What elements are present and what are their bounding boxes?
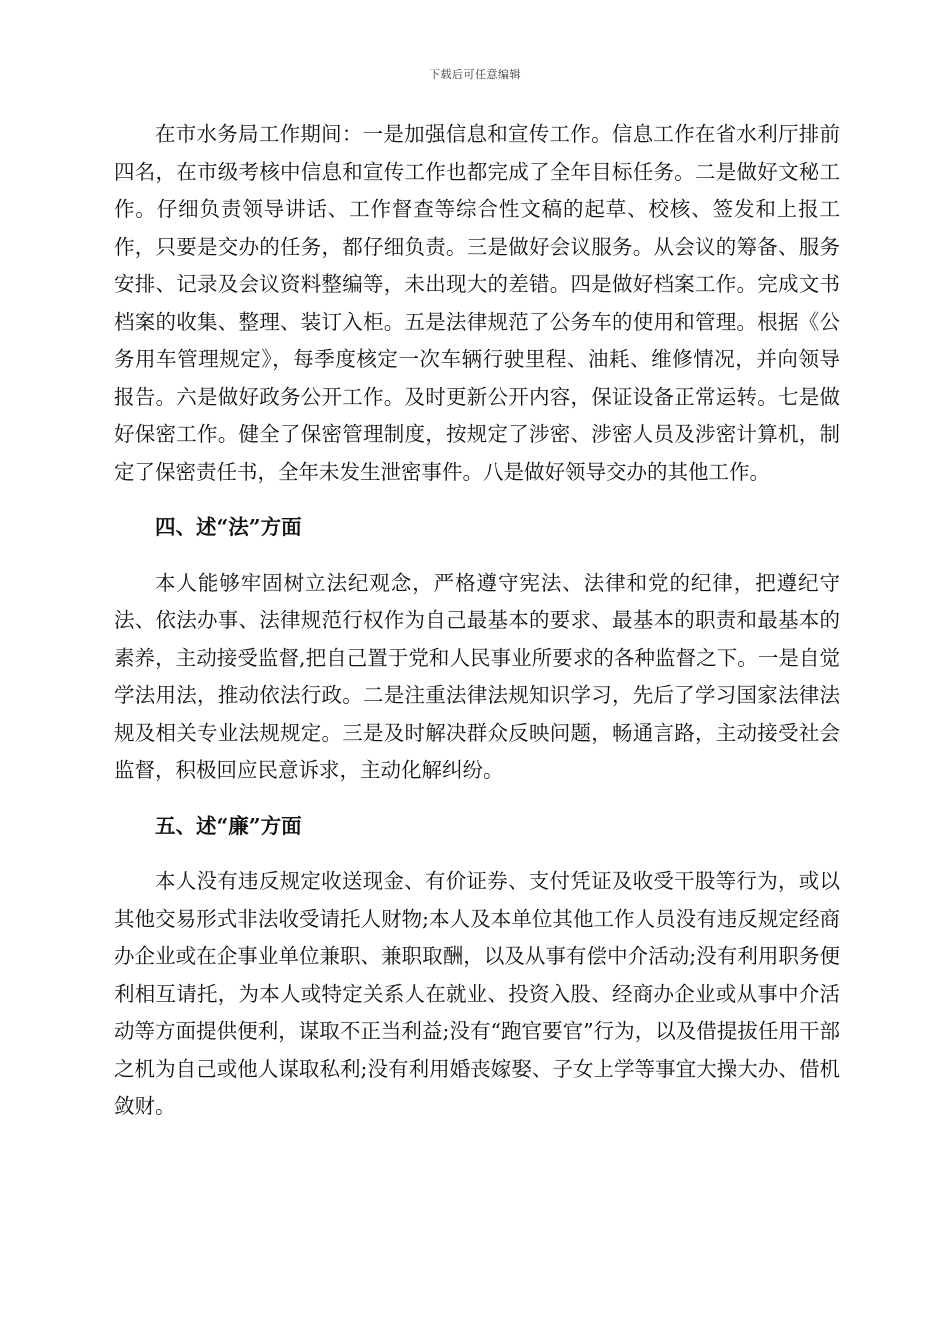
- paragraph-law: 本人能够牢固树立法纪观念，严格遵守宪法、法律和党的纪律，把遵纪守法、依法办事、法律规范行权作为自己最基本的要求、最基本的职责和最基本的素养，主动接受监督,把自己置于党和人民事业所要求的各种监督之下。一是自觉学法用法，推动依法行政。二是注重法律法规知识学习，先后了学习国家法律法规及相关专业法规规定。三是及时解决群众反映问题，畅通言路，主动接受社会监督，积极回应民意诉求，主动化解纠纷。: [114, 570, 840, 782]
- heading-law: 四、述“法”方面: [155, 515, 302, 539]
- paragraph-integrity: 本人没有违反规定收送现金、有价证券、支付凭证及收受干股等行为，或以其他交易形式非法收受请托人财物;本人及本单位其他工作人员没有违反规定经商办企业或在企事业单位兼职、兼职取酬，以及从事有偿中介活动;没有利用职务便利相互请托，为本人或特定关系人在就业、投资入股、经商办企业或从事中介活动等方面提供便利，谋取不正当利益;没有“跑官要官”行为，以及借提拔任用干部之机为自己或他人谋取私利;没有利用婚丧嫁娶、子女上学等事宜大操大办、借机敛财。: [114, 869, 840, 1118]
- paragraph-work-duties: 在市水务局工作期间：一是加强信息和宣传工作。信息工作在省水利厅排前四名，在市级考核中信息和宣传工作也都完成了全年目标任务。二是做好文秘工作。仔细负责领导讲话、工作督查等综合性文稿的起草、校核、签发和上报工作，只要是交办的任务，都仔细负责。三是做好会议服务。从会议的筹备、服务安排、记录及会议资料整编等，未出现大的差错。四是做好档案工作。完成文书档案的收集、整理、装订入柜。五是法律规范了公务车的使用和管理。根据《公务用车管理规定》，每季度核定一次车辆行驶里程、油耗、维修情况，并向领导报告。六是做好政务公开工作。及时更新公开内容，保证设备正常运转。七是做好保密工作。健全了保密管理制度，按规定了涉密、涉密人员及涉密计算机，制定了保密责任书，全年未发生泄密事件。八是做好领导交办的其他工作。: [114, 122, 840, 484]
- page-header: 下载后可任意编辑: [429, 68, 521, 81]
- heading-integrity: 五、述“廉”方面: [155, 813, 302, 838]
- document-body: [114, 116, 840, 1126]
